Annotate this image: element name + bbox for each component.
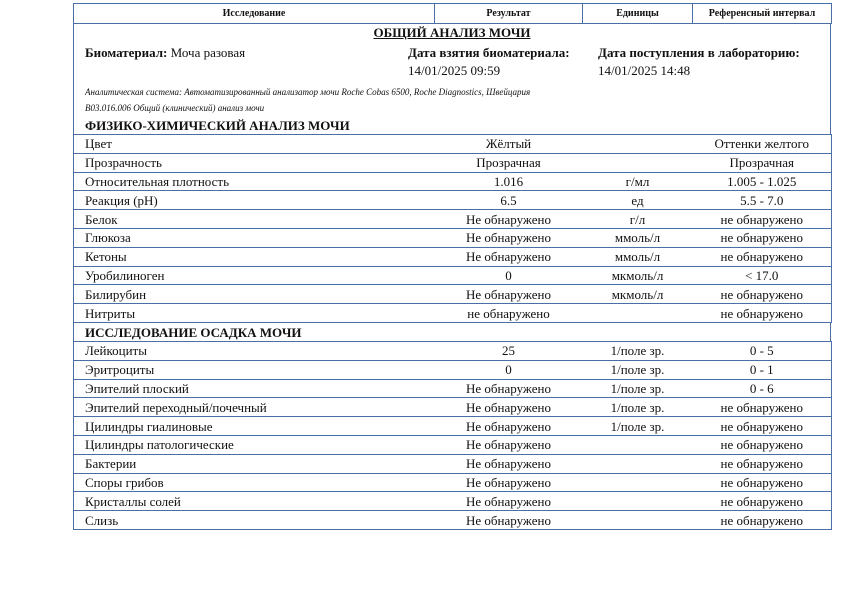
table-row xyxy=(74,435,832,454)
table-row xyxy=(74,266,832,285)
units-value xyxy=(583,511,693,530)
reference-value: не обнаружено xyxy=(693,285,832,304)
test-name: Эритроциты xyxy=(74,360,435,379)
units-value: г/л xyxy=(583,210,693,229)
test-name: Нитриты xyxy=(74,304,435,323)
reference-value: 1.005 - 1.025 xyxy=(693,172,832,191)
test-name: Кетоны xyxy=(74,247,435,266)
table-row xyxy=(74,454,832,473)
test-name: Относительная плотность xyxy=(74,172,435,191)
units-value xyxy=(583,435,693,454)
test-name: Кристаллы солей xyxy=(74,492,435,511)
result-value: 25 xyxy=(435,341,583,360)
col-ref-header: Референсный интервал xyxy=(693,4,832,24)
table-row xyxy=(74,135,832,154)
test-name: Бактерии xyxy=(74,454,435,473)
reference-value: не обнаружено xyxy=(693,417,832,436)
result-value: Не обнаружено xyxy=(435,285,583,304)
table-row xyxy=(74,360,832,379)
received-date-value: 14/01/2025 14:48 xyxy=(598,63,691,78)
reference-value: не обнаружено xyxy=(693,454,832,473)
units-value xyxy=(583,492,693,511)
report-title: ОБЩИЙ АНАЛИЗ МОЧИ xyxy=(73,24,831,42)
received-date-label: Дата поступления в лабораторию: xyxy=(598,45,800,60)
table-row xyxy=(74,285,832,304)
analytic-system: Аналитическая система: Автоматизированный анализатор мочи Roche Cobas 6500, Roche Diagnostics, Швейцария xyxy=(73,84,831,100)
test-name: Споры грибов xyxy=(74,473,435,492)
reference-value: 0 - 6 xyxy=(693,379,832,398)
units-value: мкмоль/л xyxy=(583,266,693,285)
sediment-table xyxy=(73,341,832,530)
physchem-table xyxy=(73,134,832,323)
table-row xyxy=(74,191,832,210)
table-row xyxy=(74,210,832,229)
test-name: Эпителий переходный/почечный xyxy=(74,398,435,417)
table-row xyxy=(74,379,832,398)
result-value: Не обнаружено xyxy=(435,417,583,436)
units-value xyxy=(583,304,693,323)
units-value: ммоль/л xyxy=(583,228,693,247)
lab-report xyxy=(73,3,831,530)
result-value: не обнаружено xyxy=(435,304,583,323)
result-value: Не обнаружено xyxy=(435,210,583,229)
reference-value: 5.5 - 7.0 xyxy=(693,191,832,210)
units-value xyxy=(583,473,693,492)
test-name: Белок xyxy=(74,210,435,229)
biomaterial xyxy=(85,45,245,61)
table-row xyxy=(74,473,832,492)
taken-date-value: 14/01/2025 09:59 xyxy=(408,63,501,78)
table-row xyxy=(74,398,832,417)
result-value: 0 xyxy=(435,360,583,379)
table-row xyxy=(74,247,832,266)
test-name: Слизь xyxy=(74,511,435,530)
units-value xyxy=(583,153,693,172)
result-value: Не обнаружено xyxy=(435,435,583,454)
reference-value: 0 - 1 xyxy=(693,360,832,379)
section-physchem-title: ФИЗИКО-ХИМИЧЕСКИЙ АНАЛИЗ МОЧИ xyxy=(73,116,831,134)
reference-value: не обнаружено xyxy=(693,247,832,266)
col-units-header: Единицы xyxy=(583,4,693,24)
test-name: Цвет xyxy=(74,135,435,154)
units-value: мкмоль/л xyxy=(583,285,693,304)
table-row xyxy=(74,172,832,191)
table-row xyxy=(74,228,832,247)
units-value: ед xyxy=(583,191,693,210)
reference-value: не обнаружено xyxy=(693,398,832,417)
test-name: Эпителий плоский xyxy=(74,379,435,398)
table-row xyxy=(74,341,832,360)
reference-value: 0 - 5 xyxy=(693,341,832,360)
result-value: Не обнаружено xyxy=(435,473,583,492)
units-value xyxy=(583,454,693,473)
result-value: 1.016 xyxy=(435,172,583,191)
col-result-header: Результат xyxy=(435,4,583,24)
table-row xyxy=(74,153,832,172)
result-value: Не обнаружено xyxy=(435,492,583,511)
table-row xyxy=(74,304,832,323)
result-value: Не обнаружено xyxy=(435,398,583,417)
test-name: Билирубин xyxy=(74,285,435,304)
result-value: Не обнаружено xyxy=(435,379,583,398)
result-value: Не обнаружено xyxy=(435,228,583,247)
reference-value: не обнаружено xyxy=(693,210,832,229)
test-name: Уробилиноген xyxy=(74,266,435,285)
biomaterial-label: Биоматериал: xyxy=(85,45,168,60)
result-value: Не обнаружено xyxy=(435,454,583,473)
units-value: ммоль/л xyxy=(583,247,693,266)
units-value: 1/поле зр. xyxy=(583,379,693,398)
taken-date-label: Дата взятия биоматериала: xyxy=(408,45,570,60)
reference-value: не обнаружено xyxy=(693,435,832,454)
units-value: г/мл xyxy=(583,172,693,191)
col-test-header: Исследование xyxy=(74,4,435,24)
units-value: 1/поле зр. xyxy=(583,341,693,360)
test-name: Цилиндры патологические xyxy=(74,435,435,454)
reference-value: не обнаружено xyxy=(693,492,832,511)
test-name: Лейкоциты xyxy=(74,341,435,360)
result-value: 6.5 xyxy=(435,191,583,210)
reference-value: не обнаружено xyxy=(693,473,832,492)
units-value: 1/поле зр. xyxy=(583,360,693,379)
result-value: Не обнаружено xyxy=(435,247,583,266)
result-value: Не обнаружено xyxy=(435,511,583,530)
reference-value: Оттенки желтого xyxy=(693,135,832,154)
result-value: Жёлтый xyxy=(435,135,583,154)
reference-value: < 17.0 xyxy=(693,266,832,285)
units-value: 1/поле зр. xyxy=(583,398,693,417)
result-value: Прозрачная xyxy=(435,153,583,172)
reference-value: Прозрачная xyxy=(693,153,832,172)
table-row xyxy=(74,492,832,511)
reference-value: не обнаружено xyxy=(693,511,832,530)
result-value: 0 xyxy=(435,266,583,285)
units-value xyxy=(583,135,693,154)
table-row xyxy=(74,417,832,436)
test-name: Глюкоза xyxy=(74,228,435,247)
test-name: Цилиндры гиалиновые xyxy=(74,417,435,436)
table-row xyxy=(74,511,832,530)
meta-block xyxy=(73,42,831,84)
section-sediment-title: ИССЛЕДОВАНИЕ ОСАДКА МОЧИ xyxy=(73,323,831,341)
column-header xyxy=(73,3,832,24)
test-name: Прозрачность xyxy=(74,153,435,172)
reference-value: не обнаружено xyxy=(693,304,832,323)
test-name: Реакция (pH) xyxy=(74,191,435,210)
service-code: B03.016.006 Общий (клинический) анализ мочи xyxy=(73,100,831,116)
units-value: 1/поле зр. xyxy=(583,417,693,436)
reference-value: не обнаружено xyxy=(693,228,832,247)
biomaterial-value: Моча разовая xyxy=(170,45,246,60)
